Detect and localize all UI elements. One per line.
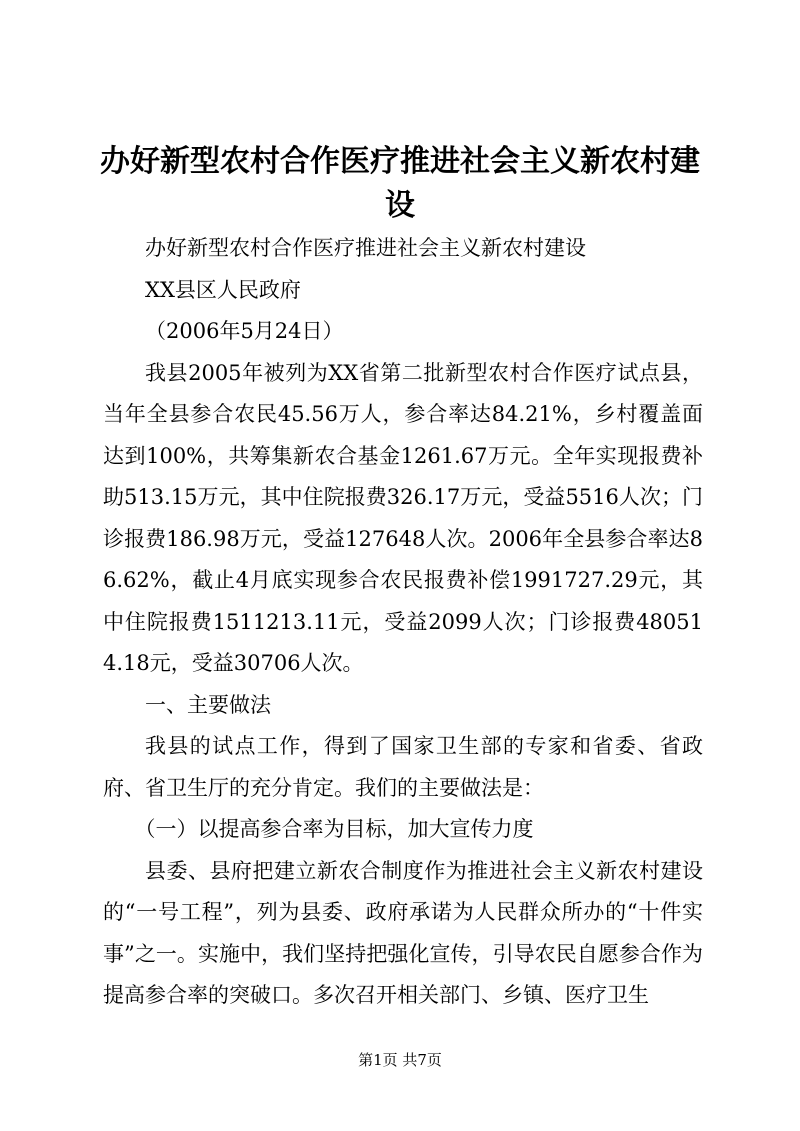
document-body <box>103 228 703 1017</box>
body-paragraph: 我县2005年被列为XX省第二批新型农村合作医疗试点县，当年全县参合农民45.56万人，参合率达84.21%，乡村覆盖面达到100%，共筹集新农合基金1261.67万元。全年实现报费补助513.15万元，其中住院报费326.17万元，受益5516人次；门诊报费186.98万元，受益127648人次。2006年全县参合率达86.62%，截止4月底实现参合农民报费补偿1991727.29元，其中住院报费1511213.11元，受益2099人次；门诊报费480514.18元，受益30706人次。 <box>103 360 703 675</box>
issuer-paragraph: XX县区人民政府 <box>145 277 301 302</box>
subsection-heading: （一）以提高参合率为目标，加大宣传力度 <box>134 817 534 841</box>
document-title: 办好新型农村合作医疗推进社会主义新农村建设 <box>100 144 700 223</box>
body-paragraph: 县委、县府把建立新农合制度作为推进社会主义新农村建设的“一号工程”，列为县委、政府承诺为人民群众所办的“十件实事”之一。实施中，我们坚持把强化宣传，引导农民自愿参合作为提高参合率的突破口。多次召开相关部门、乡镇、医疗卫生 <box>103 858 703 1007</box>
page-footer: 第1页 共7页 <box>358 1051 442 1069</box>
section-heading: 一、主要做法 <box>145 692 271 717</box>
subtitle-paragraph: 办好新型农村合作医疗推进社会主义新农村建设 <box>145 236 586 260</box>
date-paragraph: （2006年5月24日） <box>145 319 344 343</box>
body-paragraph: 我县的试点工作，得到了国家卫生部的专家和省委、省政府、省卫生厅的充分肯定。我们的主要做法是： <box>103 734 703 800</box>
